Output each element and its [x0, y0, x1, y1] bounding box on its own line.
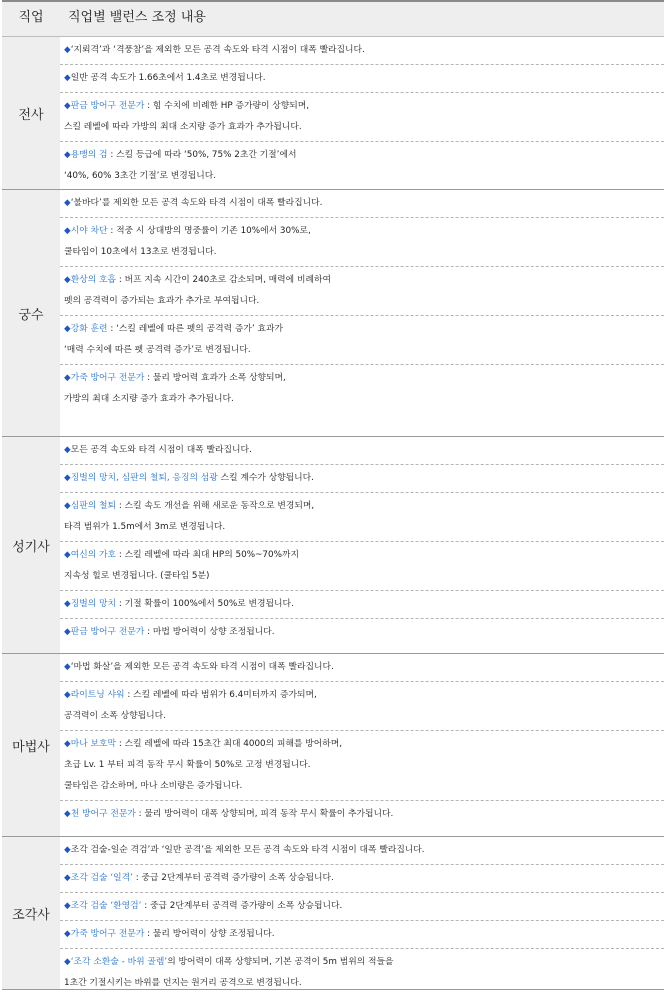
- diamond-bullet-icon: ◆: [64, 150, 71, 160]
- diamond-bullet-icon: ◆: [64, 550, 71, 560]
- change-line: [64, 96, 664, 117]
- change-line: [64, 755, 664, 776]
- change-text: ‘매력 수치에 따른 펫 공격력 증가’로 변경됩니다.: [64, 345, 251, 355]
- balance-table: [2, 0, 664, 990]
- change-line: [64, 973, 664, 994]
- job-name: 전사: [2, 37, 60, 189]
- diamond-bullet-icon: ◆: [64, 445, 71, 455]
- change-item: [60, 93, 664, 142]
- change-line: [64, 270, 664, 291]
- change-text: 쿨타임은 감소하며, 마나 소비량은 증가됩니다.: [64, 781, 243, 791]
- change-text: 공격력이 소폭 상향됩니다.: [64, 711, 166, 721]
- table-body: [2, 37, 664, 990]
- change-line: [64, 517, 664, 538]
- skill-name: 환상의 호흡: [70, 275, 117, 285]
- change-line: [64, 622, 664, 643]
- change-line: [64, 896, 664, 917]
- change-line: [64, 291, 664, 312]
- change-text: : ‘스킬 레벨에 따른 펫의 공격력 증가’ 효과가: [107, 324, 283, 334]
- change-line: [64, 166, 664, 187]
- change-item: [60, 731, 664, 801]
- job-name: 조각사: [2, 837, 60, 989]
- change-line: [64, 389, 664, 410]
- job-group: [2, 190, 664, 437]
- change-text: 펫의 공격력이 증가되는 효과가 추가로 부여됩니다.: [64, 296, 260, 306]
- change-line: [64, 868, 664, 889]
- diamond-bullet-icon: ◆: [64, 198, 71, 208]
- change-list: [60, 654, 664, 836]
- change-line: [64, 924, 664, 945]
- change-line: [64, 340, 664, 361]
- change-item: [60, 682, 664, 731]
- change-line: [64, 221, 664, 242]
- diamond-bullet-icon: ◆: [64, 739, 71, 749]
- change-text: : 중급 2단계부터 공격력 증가량이 소폭 상승됩니다.: [132, 873, 334, 883]
- change-text: 의 방어력이 대폭 상향되며, 기본 공격이 5m 범위의 적들을: [167, 957, 394, 967]
- change-line: [64, 594, 664, 615]
- skill-name: 판금 방어구 전문가: [70, 627, 145, 637]
- change-text: : 물리 방어력 효과가 소폭 상향되며,: [144, 373, 286, 383]
- skill-name: ‘조각 소환술 - 바위 골렘’: [70, 957, 168, 967]
- change-item: [60, 190, 664, 218]
- change-item: [60, 837, 664, 865]
- change-line: [64, 734, 664, 755]
- job-group: [2, 37, 664, 190]
- change-text: : 스킬 레벨에 따라 15초간 최대 4000의 피해를 방어하며,: [116, 739, 343, 749]
- diamond-bullet-icon: ◆: [64, 599, 71, 609]
- job-group: [2, 837, 664, 990]
- diamond-bullet-icon: ◆: [64, 101, 71, 111]
- change-text: 스킬 레벨에 따라 가방의 최대 소지량 증가 효과가 추가됩니다.: [64, 122, 302, 132]
- skill-name: 조각 검술 ‘일격’: [70, 873, 133, 883]
- job-name: 마법사: [2, 654, 60, 836]
- skill-name: 가죽 방어구 전문가: [70, 929, 145, 939]
- change-line: [64, 685, 664, 706]
- change-item: [60, 465, 664, 493]
- change-line: [64, 368, 664, 389]
- change-item: [60, 37, 664, 65]
- change-line: [64, 319, 664, 340]
- diamond-bullet-icon: ◆: [64, 662, 71, 672]
- diamond-bullet-icon: ◆: [64, 73, 71, 83]
- skill-name: 천 방어구 전문가: [70, 809, 136, 819]
- change-line: [64, 440, 664, 461]
- change-item: [60, 893, 664, 921]
- job-group: [2, 654, 664, 837]
- change-line: [64, 40, 664, 61]
- diamond-bullet-icon: ◆: [64, 226, 71, 236]
- change-text: ‘40%, 60% 3초간 기절’로 변경됩니다.: [64, 171, 217, 181]
- change-item: [60, 437, 664, 465]
- change-item: [60, 365, 664, 413]
- change-text: : 스킬 속도 개선을 위해 새로운 동작으로 변경되며,: [116, 501, 315, 511]
- header-content: 직업별 밸런스 조정 내용: [68, 10, 206, 25]
- diamond-bullet-icon: ◆: [64, 373, 71, 383]
- skill-name: 여신의 가호: [70, 550, 117, 560]
- skill-name: 조각 검술 ‘환영검’: [70, 901, 142, 911]
- change-text: 지속성 힐로 변경됩니다. (쿨타임 5분): [64, 571, 210, 581]
- change-text: : 기절 확률이 100%에서 50%로 변경됩니다.: [116, 599, 294, 609]
- change-line: [64, 193, 664, 214]
- skill-name: 용맹의 검: [70, 150, 108, 160]
- change-line: [64, 566, 664, 587]
- diamond-bullet-icon: ◆: [64, 901, 71, 911]
- diamond-bullet-icon: ◆: [64, 627, 71, 637]
- job-group: [2, 437, 664, 654]
- diamond-bullet-icon: ◆: [64, 45, 71, 55]
- diamond-bullet-icon: ◆: [64, 957, 71, 967]
- change-line: [64, 242, 664, 263]
- header-job: 직업: [18, 10, 44, 25]
- change-item: [60, 65, 664, 93]
- change-item: [60, 493, 664, 542]
- change-line: [64, 496, 664, 517]
- change-line: [64, 657, 664, 678]
- change-text: 스킬 계수가 상향됩니다.: [217, 473, 314, 483]
- change-text: : 적중 시 상대방의 명중률이 기존 10%에서 30%로,: [107, 226, 311, 236]
- change-text: : 버프 지속 시간이 240초로 감소되며, 매력에 비례하여: [116, 275, 331, 285]
- change-item: [60, 218, 664, 267]
- change-item: [60, 949, 664, 997]
- change-text: 모든 공격 속도와 타격 시점이 대폭 빨라집니다.: [70, 445, 252, 455]
- change-line: [64, 545, 664, 566]
- diamond-bullet-icon: ◆: [64, 929, 71, 939]
- change-text: : 중급 2단계부터 공격력 증가량이 소폭 상승됩니다.: [141, 901, 343, 911]
- change-item: [60, 591, 664, 619]
- change-line: [64, 804, 664, 825]
- change-text: ‘불바다’를 제외한 모든 공격 속도와 타격 시점이 대폭 빨라집니다.: [70, 198, 323, 208]
- skill-name: 징벌의 망치: [70, 599, 117, 609]
- skill-name: 심판의 철퇴: [70, 501, 117, 511]
- diamond-bullet-icon: ◆: [64, 324, 71, 334]
- diamond-bullet-icon: ◆: [64, 473, 71, 483]
- skill-name: 시야 차단: [70, 226, 108, 236]
- job-name: 궁수: [2, 190, 60, 436]
- change-line: [64, 468, 664, 489]
- change-text: ‘마법 화살’을 제외한 모든 공격 속도와 타격 시점이 대폭 빨라집니다.: [70, 662, 334, 672]
- diamond-bullet-icon: ◆: [64, 873, 71, 883]
- change-text: 가방의 최대 소지량 증가 효과가 추가됩니다.: [64, 394, 234, 404]
- change-line: [64, 952, 664, 973]
- change-item: [60, 654, 664, 682]
- change-list: [60, 190, 664, 436]
- change-line: [64, 145, 664, 166]
- change-item: [60, 865, 664, 893]
- change-item: [60, 619, 664, 646]
- change-text: 쿨타임이 10초에서 13초로 변경됩니다.: [64, 247, 217, 257]
- diamond-bullet-icon: ◆: [64, 845, 71, 855]
- change-line: [64, 706, 664, 727]
- change-line: [64, 68, 664, 89]
- change-list: [60, 437, 664, 653]
- change-text: : 스킬 레벨에 따라 최대 HP의 50%~70%까지: [116, 550, 299, 560]
- skill-name: 마나 보호막: [70, 739, 117, 749]
- skill-name: 판금 방어구 전문가: [70, 101, 145, 111]
- change-list: [60, 837, 664, 989]
- diamond-bullet-icon: ◆: [64, 809, 71, 819]
- change-line: [64, 117, 664, 138]
- change-text: : 물리 방어력이 대폭 상향되며, 피격 동작 무시 확률이 추가됩니다.: [135, 809, 394, 819]
- change-text: 조각 검술-일순 격검’과 ‘일반 공격’을 제외한 모든 공격 속도와 타격 시점이 대폭 빨라집니다.: [70, 845, 425, 855]
- skill-name: 라이트닝 샤워: [70, 690, 125, 700]
- change-list: [60, 37, 664, 189]
- change-item: [60, 316, 664, 365]
- change-text: : 물리 방어력이 상향 조정됩니다.: [144, 929, 275, 939]
- change-line: [64, 840, 664, 861]
- change-text: 초급 Lv. 1 부터 피격 동작 무시 확률이 50%로 고정 변경됩니다.: [64, 760, 311, 770]
- job-name: 성기사: [2, 437, 60, 653]
- skill-name: 징벌의 망치, 심판의 철퇴, 응징의 섬광: [70, 473, 218, 483]
- change-text: : 스킬 등급에 따라 ‘50%, 75% 2초간 기절’에서: [107, 150, 297, 160]
- change-item: [60, 542, 664, 591]
- change-text: : 힘 수치에 비례한 HP 증가량이 상향되며,: [144, 101, 310, 111]
- change-text: : 스킬 레벨에 따라 범위가 6.4미터까지 증가되며,: [124, 690, 317, 700]
- change-line: [64, 776, 664, 797]
- change-item: [60, 267, 664, 316]
- change-text: 1초간 기절시키는 바위를 던지는 원거리 공격으로 변경됩니다.: [64, 978, 302, 988]
- change-text: 타격 범위가 1.5m에서 3m로 변경됩니다.: [64, 522, 226, 532]
- skill-name: 가죽 방어구 전문가: [70, 373, 145, 383]
- diamond-bullet-icon: ◆: [64, 275, 71, 285]
- change-text: 일반 공격 속도가 1.66초에서 1.4초로 변경됩니다.: [70, 73, 266, 83]
- diamond-bullet-icon: ◆: [64, 690, 71, 700]
- change-text: : 마법 방어력이 상향 조정됩니다.: [144, 627, 275, 637]
- change-text: ‘지뢰격’과 ‘격풍참’을 제외한 모든 공격 속도와 타격 시점이 대폭 빨라집니다.: [70, 45, 365, 55]
- change-item: [60, 142, 664, 190]
- change-item: [60, 921, 664, 949]
- skill-name: 강화 훈련: [70, 324, 108, 334]
- table-header: [2, 0, 664, 37]
- diamond-bullet-icon: ◆: [64, 501, 71, 511]
- change-item: [60, 801, 664, 828]
